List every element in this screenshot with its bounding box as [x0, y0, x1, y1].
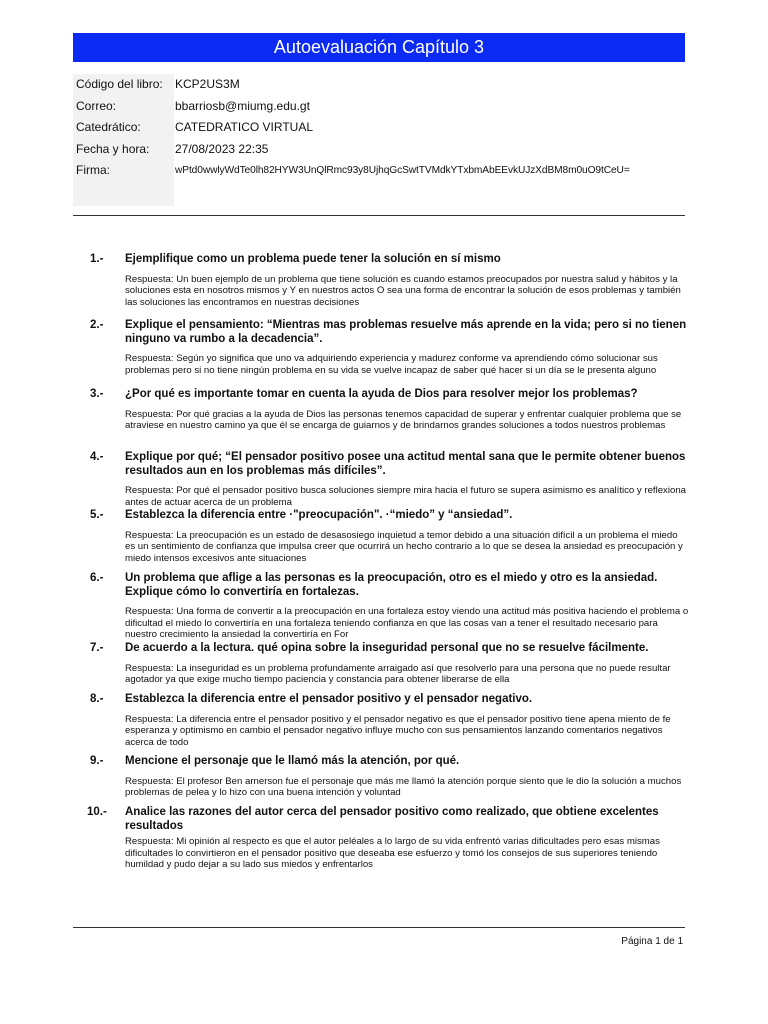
question-item [90, 693, 690, 755]
question-number: 1.- [90, 253, 104, 265]
page-number: Página 1 de 1 [621, 936, 683, 947]
question-answer: Respuesta: La diferencia entre el pensador positivo y el pensador negativo es que el pensador positivo tiene apena miento de fe esperanza y optimismo en cambio el pensador negativo influye mucho con sus pensamientos lanzando comentarios negativos acerca de todo [125, 713, 671, 748]
question-item [90, 572, 690, 642]
meta-row-signature [73, 160, 685, 182]
question-item [87, 806, 690, 871]
question-number: 2.- [90, 319, 104, 331]
meta-label: Código del libro: [73, 74, 174, 96]
question-number: 10.- [87, 806, 107, 818]
question-text: Establezca la diferencia entre ·"preocupación". ·“miedo” y “ansiedad”. [125, 509, 513, 521]
meta-value: 27/08/2023 22:35 [175, 141, 269, 156]
question-text: Establezca la diferencia entre el pensador positivo y el pensador negativo. [125, 693, 533, 705]
meta-value: bbarriosb@miumg.edu.gt [175, 98, 310, 113]
page-title: Autoevaluación Capítulo 3 [73, 33, 685, 62]
question-item [90, 451, 690, 509]
question-answer: Respuesta: La preocupación es un estado de desasosiego inquietud a temor debido a una situación difícil a un problema el miedo es un sentimiento de confianza que impulsa creer que ocurrirá un hecho contrario a lo que se desea la ansiedad es preocupación y miedo intensos excesivos ante situaciones [125, 529, 683, 564]
question-text: De acuerdo a la lectura. qué opina sobre la inseguridad personal que no se resuelve fácilmente. [125, 642, 649, 654]
question-answer: Respuesta: Por qué gracias a la ayuda de Dios las personas tenemos capacidad de superar y enfrentar cualquier problema que se atraviese en nuestro camino ya que él se encarga de guiarnos y de brindarnos grandes soluciones a todos nuestros problemas [125, 408, 682, 432]
divider-top [73, 215, 685, 216]
meta-label: Catedrático: [73, 117, 174, 139]
metadata-table [73, 74, 685, 206]
question-number: 6.- [90, 572, 104, 584]
meta-label: Correo: [73, 96, 174, 118]
meta-label-blank [73, 182, 174, 206]
question-item [90, 509, 690, 572]
question-number: 7.- [90, 642, 104, 654]
question-answer: Respuesta: Por qué el pensador positivo busca soluciones siempre mira hacia el futuro se supera asimismo es analítico y reflexiona antes de actuar acerca de un problema [125, 485, 686, 508]
question-item [90, 253, 690, 319]
question-number: 3.- [90, 388, 104, 400]
meta-row-datetime [73, 139, 685, 161]
question-answer: Respuesta: El profesor Ben arnerson fue el personaje que más me llamó la atención porque siento que le dio la solución a muchos problemas de pelea y lo hizo con una buena intención y voluntad [125, 775, 682, 799]
divider-bottom [73, 927, 685, 928]
meta-row-teacher [73, 117, 685, 139]
question-item [90, 319, 690, 388]
signature-value: wPtd0wwlyWdTe0lh82HYW3UnQlRmc93y8UjhqGcSwtTVMdkYTxbmAbEEvkUJzXdBM8m0uO9tCeU= [175, 165, 630, 176]
meta-spacer [73, 182, 685, 206]
question-text: Un problema que aflige a las personas es la preocupación, otro es el miedo y otro es la ansiedad. Explique cómo lo convertiría en fortalezas. [125, 572, 658, 598]
question-text: ¿Por qué es importante tomar en cuenta la ayuda de Dios para resolver mejor los problemas? [125, 388, 638, 400]
meta-value: CATEDRATICO VIRTUAL [175, 120, 314, 134]
question-text: Explique por qué; “El pensador positivo posee una actitud mental sana que le permite obtener buenos resultados aun en los problemas más difíciles”. [125, 451, 686, 477]
question-item [90, 642, 690, 693]
question-answer: Respuesta: Un buen ejemplo de un problema que tiene solución es cuando estamos preocupados por nuestra salud y hábitos y la soluciones esta en nosotros mismos y Y en nuestros actos O sea una forma de encontrar la solución de esos problemas y también las soluciones las encontramos en nuestras decisiones [125, 273, 681, 308]
question-item [90, 755, 690, 806]
question-text: Mencione el personaje que le llamó más la atención, por qué. [125, 755, 460, 767]
question-text: Analice las razones del autor cerca del pensador positivo como realizado, que obtiene excelentes resultados [125, 806, 659, 832]
question-number: 4.- [90, 451, 104, 463]
question-answer: Respuesta: La inseguridad es un problema profundamente arraigado así que resolverlo para una persona que no puede resultar agotador ya que exige mucho tiempo paciencia y constancia para obtener liberarse de ella [125, 662, 671, 686]
meta-label: Firma: [73, 160, 174, 182]
question-answer: Respuesta: Una forma de convertir a la preocupación en una fortaleza estoy viendo una actitud más positiva haciendo el problema o dificultad el miedo lo convertiría en una fortaleza teniendo confianza en que las cosas van a tener el resultado necesario para nuestro crecimiento la ansiedad la convertiría en For [125, 606, 689, 641]
question-text: Ejemplifique como un problema puede tener la solución en sí mismo [125, 253, 501, 265]
meta-row-book-code [73, 74, 685, 96]
question-number: 8.- [90, 693, 104, 705]
meta-label: Fecha y hora: [73, 139, 174, 161]
question-list [87, 253, 690, 871]
question-number: 5.- [90, 509, 104, 521]
question-answer: Respuesta: Mi opinión al respecto es que el autor peléales a lo largo de su vida enfrentó varias dificultades pero esas mismas dificultades lo convirtieron en el pensador positivo que deseaba ese esfuerzo y tomó los consejos de sus superiores teniendo humildad y pudo dejar a su lado sus miedos y enfrentarlos [125, 836, 660, 871]
question-answer: Respuesta: Según yo significa que uno va adquiriendo experiencia y madurez conforme va aprendiendo cómo solucionar sus problemas pero si no tiene ningún problema en su vida se vuelve incapaz de saber qué hacer si un día se le presenta alguno [125, 353, 658, 376]
meta-row-email [73, 96, 685, 118]
question-text: Explique el pensamiento: “Mientras mas problemas resuelve más aprende en la vida; pero si no tienen ninguno va rumbo a la decadencia”. [125, 319, 687, 345]
meta-value: KCP2US3M [175, 77, 240, 91]
question-number: 9.- [90, 755, 104, 767]
question-item [90, 388, 690, 451]
